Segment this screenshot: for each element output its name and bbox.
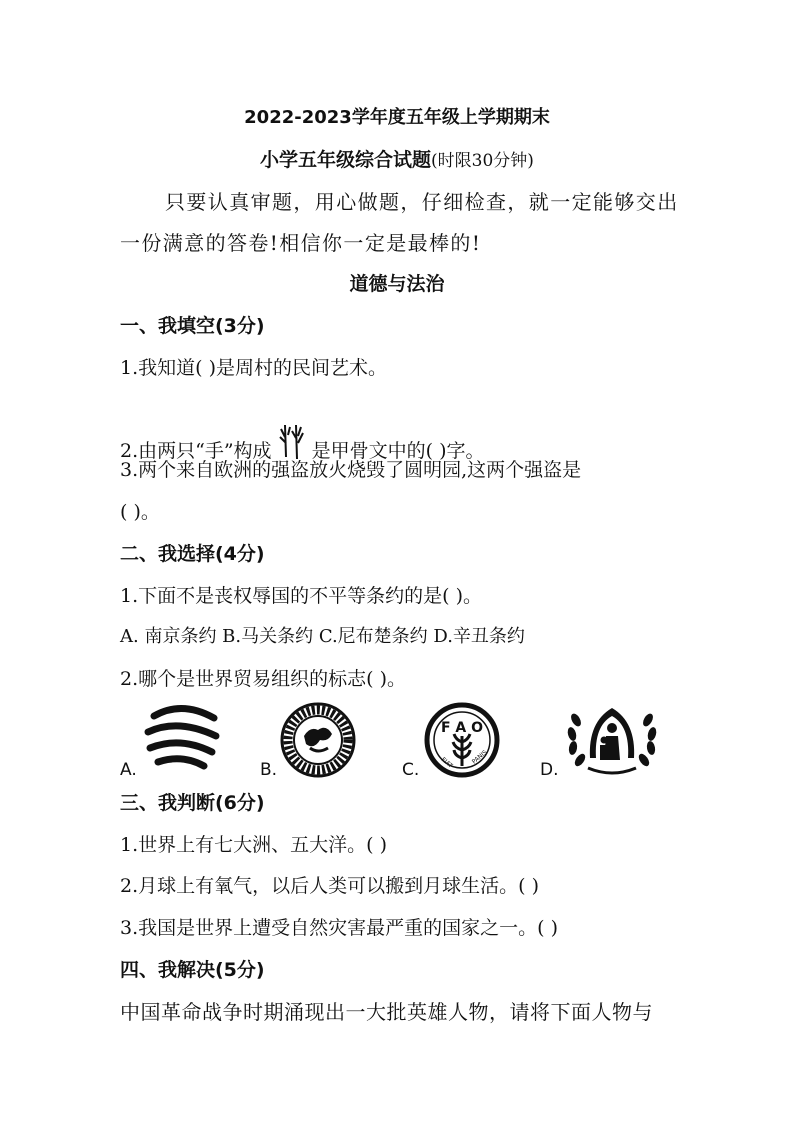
- wto-logo-icon: [142, 702, 222, 776]
- intro-line-2: 一份满意的答卷!相信你一定是最棒的!: [120, 231, 482, 255]
- s3-question-3: 3.我国是世界上遭受自然灾害最严重的国家之一。( ): [120, 917, 558, 939]
- exam-title: 2022-2023学年度五年级上学期期末: [244, 107, 550, 128]
- intro-line-1: 只要认真审题，用心做题，仔细检查，就一定能够交出: [165, 190, 679, 214]
- s2-question-1: 1.下面不是丧权辱国的不平等条约的是( )。: [120, 585, 482, 607]
- section-1-title: 一、我填空(3分): [120, 315, 265, 337]
- s1-q2-before: 2.由两只“手”构成: [120, 440, 272, 462]
- section-3-title: 三、我判断(6分): [120, 792, 265, 814]
- logo-options: [118, 700, 678, 782]
- s1-question-3-line-2: ( )。: [120, 501, 160, 523]
- s2-question-2: 2.哪个是世界贸易组织的标志( )。: [120, 668, 406, 690]
- subtitle-time: (时限30分钟): [431, 151, 534, 171]
- fao-logo-icon: [424, 702, 500, 778]
- logo-option-d[interactable]: [538, 700, 668, 782]
- svg-text:PANIS: PANIS: [470, 748, 489, 766]
- subject-heading: 道德与法治: [349, 273, 445, 295]
- logo-option-b[interactable]: [258, 700, 368, 782]
- option-a-label: A.: [120, 760, 137, 780]
- s1-q2-after: 是甲骨文中的( )字。: [311, 440, 485, 462]
- unhcr-logo-icon: [564, 700, 660, 778]
- s1-question-1: 1.我知道( )是周村的民间艺术。: [120, 357, 387, 379]
- option-c-label: C.: [402, 760, 420, 780]
- s2-question-1-options: A. 南京条约 B.马关条约 C.尼布楚条约 D.辛丑条约: [120, 626, 525, 647]
- section-2-title: 二、我选择(4分): [120, 543, 265, 565]
- svg-text:F A O: F A O: [440, 720, 484, 736]
- s1-question-3-line-1: 3.两个来自欧洲的强盗放火烧毁了圆明园,这两个强盗是: [120, 459, 582, 481]
- option-d-label: D.: [540, 760, 559, 780]
- logo-option-a[interactable]: [118, 700, 228, 782]
- logo-option-c[interactable]: [400, 700, 510, 782]
- s1-question-2: [120, 423, 485, 463]
- oracle-bone-hands-icon: [279, 423, 305, 463]
- exam-subtitle: [0, 148, 794, 173]
- imf-seal-icon: [280, 702, 356, 778]
- option-b-label: B.: [260, 760, 278, 780]
- s3-question-1: 1.世界上有七大洲、五大洋。( ): [120, 834, 387, 856]
- s3-question-2: 2.月球上有氧气，以后人类可以搬到月球生活。( ): [120, 875, 539, 897]
- s4-text: 中国革命战争时期涌现出一大批英雄人物，请将下面人物与: [120, 1000, 653, 1024]
- svg-text:FIAT: FIAT: [439, 756, 454, 770]
- subtitle-main: 小学五年级综合试题: [260, 149, 432, 171]
- section-4-title: 四、我解决(5分): [120, 959, 265, 981]
